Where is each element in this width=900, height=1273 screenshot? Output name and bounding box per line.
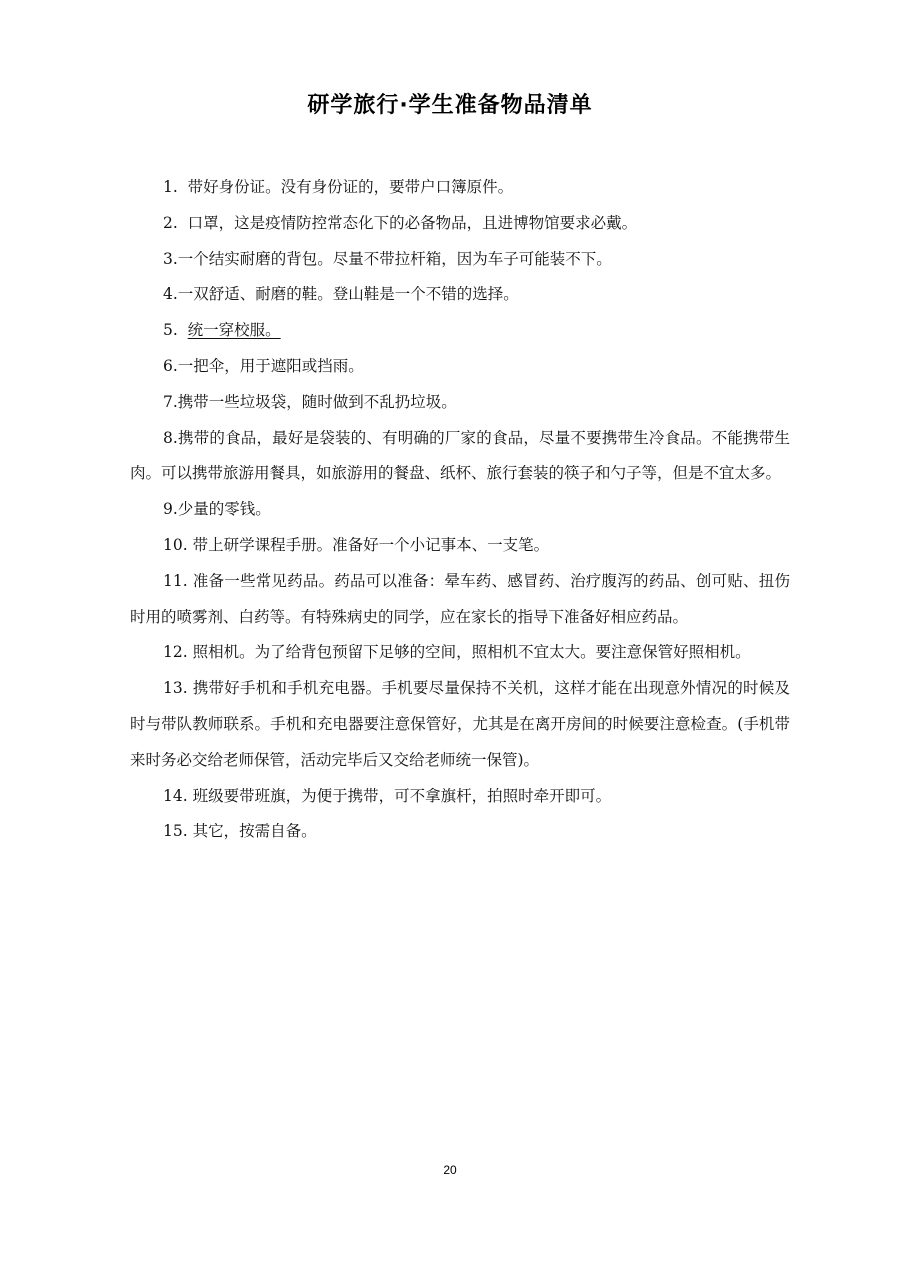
item-text: 班级要带班旗，为便于携带，可不拿旗杆，拍照时牵开即可。 (192, 786, 612, 805)
list-item (130, 170, 790, 206)
item-number: 6. (163, 356, 178, 375)
list-item (130, 277, 790, 313)
list-item (130, 492, 790, 528)
item-number: 15. (163, 822, 188, 841)
item-text: 携带好手机和手机充电器。手机要尽量保持不关机，这样才能在出现意外情况的时候及时与带队教师联系。手机和充电器要注意保管好，尤其是在离开房间的时候要注意检查。(手机带来时务必交给老师保管，活动完毕后又交给老师统一保管)。 (130, 679, 790, 769)
item-text: 携带的食品，最好是袋装的、有明确的厂家的食品，尽量不要携带生冷食品。不能携带生肉。可以携带旅游用餐具，如旅游用的餐盘、纸杯、旅行套装的筷子和勺子等，但是不宜太多。 (130, 428, 790, 483)
item-number: 14. (163, 786, 188, 805)
list-item (130, 564, 790, 636)
list-item (130, 528, 790, 564)
item-number: 11. (163, 571, 188, 590)
list-item (130, 385, 790, 421)
list-item (130, 242, 790, 278)
list-item (130, 349, 790, 385)
list-item (130, 421, 790, 493)
item-text: 其它，按需自备。 (192, 822, 317, 841)
list-item (130, 814, 790, 850)
item-text: 带上研学课程手册。准备好一个小记事本、一支笔。 (192, 535, 550, 554)
item-text: 一个结实耐磨的背包。尽量不带拉杆箱，因为车子可能装不下。 (177, 249, 612, 268)
list-item (130, 635, 790, 671)
page-title: 研学旅行·学生准备物品清单 (307, 93, 593, 118)
item-number: 13. (163, 679, 188, 698)
item-number: 9. (163, 500, 178, 519)
item-number: 5. (163, 321, 178, 340)
item-text: 携带一些垃圾袋，随时做到不乱扔垃圾。 (177, 392, 457, 411)
item-list (130, 170, 790, 850)
list-item (130, 206, 790, 242)
item-text: 口罩，这是疫情防控常态化下的必备物品，且进博物馆要求必戴。 (187, 213, 638, 232)
item-number: 7. (163, 392, 178, 411)
item-text: 一双舒适、耐磨的鞋。登山鞋是一个不错的选择。 (177, 285, 519, 304)
item-text: 带好身份证。没有身份证的，要带户口簿原件。 (187, 178, 514, 196)
list-item (130, 779, 790, 815)
item-text: 照相机。为了给背包预留下足够的空间，照相机不宜太大。要注意保管好照相机。 (192, 643, 751, 662)
page-number: 20 (443, 1163, 457, 1177)
item-number: 10. (163, 535, 188, 554)
item-text: 统一穿校服。 (187, 321, 281, 340)
list-item (130, 313, 790, 349)
item-number: 2. (163, 213, 178, 232)
item-text: 少量的零钱。 (177, 500, 271, 519)
item-number: 3. (163, 249, 178, 268)
item-number: 4. (163, 285, 178, 304)
item-number: 8. (163, 428, 178, 447)
item-text: 一把伞，用于遮阳或挡雨。 (177, 356, 364, 375)
item-number: 1. (163, 178, 178, 196)
list-item (130, 671, 790, 778)
item-text: 准备一些常见药品。药品可以准备：晕车药、感冒药、治疗腹泻的药品、创可贴、扭伤时用的喷雾剂、白药等。有特殊病史的同学，应在家长的指导下准备好相应药品。 (130, 571, 790, 626)
item-number: 12. (163, 643, 188, 662)
